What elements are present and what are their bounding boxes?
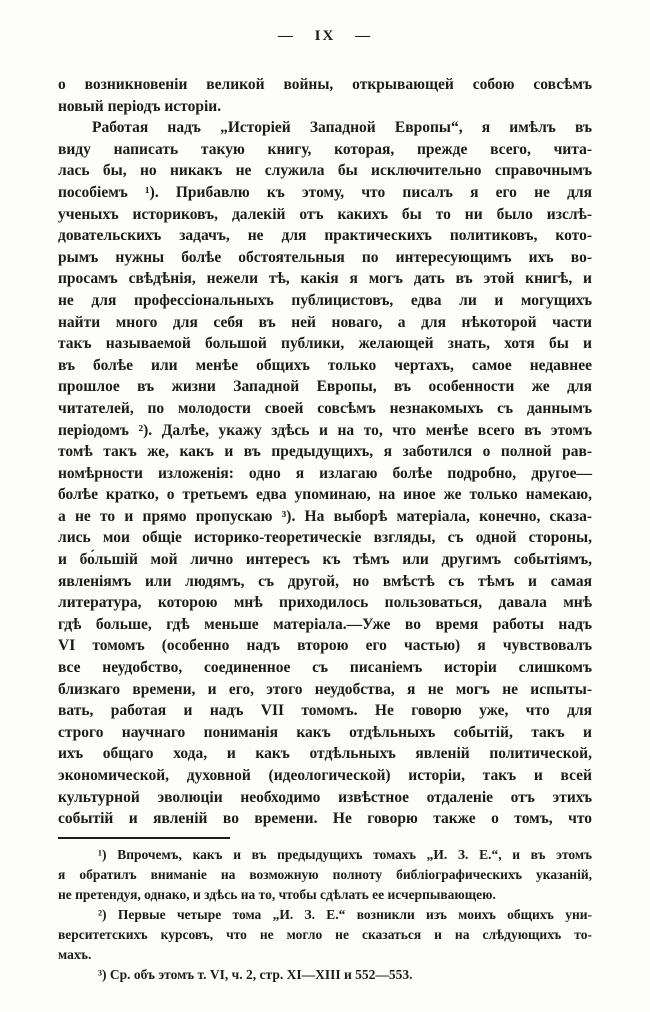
body-line: прошлое въ жизни Западной Европы, въ особенности же для	[58, 378, 592, 396]
footnote-line: ¹) Впрочемъ, какъ и въ предыдущихъ томахъ „И. З. Е.“, и въ этомъ	[98, 846, 592, 862]
body-line: читателей, по молодости своей совсѣмъ незнакомыхъ съ даннымъ	[58, 399, 592, 417]
body-line: новый періодъ исторіи.	[58, 97, 222, 115]
footnote-line: махъ.	[58, 946, 92, 962]
body-line: гдѣ больше, гдѣ меньше матеріала.—Уже во время работы надъ	[58, 615, 592, 633]
body-line: просамъ свѣдѣнія, нежели тѣ, какія я могъ дать въ этой книгѣ, и	[58, 270, 592, 288]
body-line: рымъ нужны болѣе обстоятельныя по интересующимъ ихъ во-	[58, 248, 592, 266]
body-line: періодомъ ²). Далѣе, укажу здѣсь и на то, что менѣе всего въ этомъ	[58, 421, 592, 439]
body-line: томѣ такъ же, какъ и въ предыдущихъ, я заботился о полной рав-	[58, 443, 592, 461]
footnote-line: ²) Первые четыре тома „И. З. Е.“ возникли изъ моихъ общихъ уни-	[98, 906, 592, 922]
body-line: не для профессіональныхъ публицистовъ, едва ли и могущихъ	[58, 291, 592, 309]
body-line: болѣе кратко, о третьемъ едва упоминаю, на иное же только намекаю,	[58, 486, 592, 504]
body-line: въ болѣе или менѣе общихъ только чертахъ, самое недавнее	[58, 356, 592, 374]
body-text	[58, 74, 592, 830]
body-line: литература, которою мнѣ приходилось пользоваться, давала мнѣ	[58, 594, 592, 612]
body-line: строго научнаго пониманія какъ отдѣльныхъ событій, такъ и	[58, 723, 592, 741]
footnote-line: я обратилъ вниманіе на возможную полноту библіографическихъ указаній,	[58, 866, 592, 882]
body-line: номѣрности изложенія: одно я излагаю болѣе подробно, другое—	[58, 464, 592, 482]
body-line: о возникновеніи великой войны, открывающей собою совсѣмъ	[58, 76, 592, 93]
body-line: событій и явленій во времени. Не говорю также о томъ, что	[58, 810, 592, 828]
body-line: а не то и прямо пропускаю ³). На выборѣ матеріала, конечно, сказа-	[58, 507, 592, 525]
footnote-separator	[58, 837, 230, 839]
body-line: такъ называемой большой публики, желающей знать, хотя бы и	[58, 335, 592, 353]
body-line: лись мои общіе историко-теоретическіе взгляды, съ одной стороны,	[58, 529, 592, 547]
body-line: найти много для себя въ ней новаго, а для нѣкоторой части	[58, 313, 592, 331]
body-line: культурной эволюціи необходимо извѣстное отдаленіе отъ этихъ	[58, 788, 592, 806]
body-line: близкаго времени, и его, этого неудобства, я не могъ не испыты-	[58, 680, 592, 698]
body-line: пособіемъ ¹). Прибавлю къ этому, что писалъ я его не для	[58, 183, 592, 201]
body-line: Работая надъ „Исторіей Западной Европы“, я имѣлъ въ	[92, 119, 592, 137]
footnotes	[58, 845, 592, 985]
body-line: ихъ общаго хода, и какъ отдѣльныхъ явленій политической,	[58, 745, 592, 763]
body-line: довательскихъ задачъ, не для практическихъ политиковъ, кото-	[58, 227, 592, 245]
body-line: все неудобство, соединенное съ писаніемъ исторіи слишкомъ	[58, 659, 592, 677]
body-line: виду написать такую книгу, которая, прежде всего, чита-	[58, 140, 592, 158]
page-number: — IX —	[277, 28, 373, 44]
footnote-line: верситетскихъ курсовъ, что не могло не сказаться и на слѣдующихъ то-	[58, 926, 592, 942]
body-line: VI томомъ (особенно надъ второю его частью) я чувствовалъ	[58, 637, 592, 655]
body-line: и бо́льшій мой лично интересъ къ тѣмъ или другимъ событіямъ,	[58, 551, 592, 569]
footnote-line: не претендуя, однако, и здѣсь на то, чтобы сдѣлать ее исчерпывающею.	[58, 886, 496, 902]
body-line: ученыхъ историковъ, далекій отъ какихъ бы то ни было изслѣ-	[58, 205, 592, 223]
body-line: экономической, духовной (идеологической) исторіи, такъ и всей	[58, 767, 592, 784]
body-line: вать, работая и надъ VII томомъ. Не говорю уже, что для	[58, 702, 592, 720]
footnote-line: ³) Ср. объ этомъ т. VI, ч. 2, стр. XI—XIII и 552—553.	[98, 966, 413, 982]
body-line: лась бы, но никакъ не служила бы исключительно справочнымъ	[58, 162, 592, 180]
body-line: явленіямъ или людямъ, съ другой, но вмѣстѣ съ тѣмъ и самая	[58, 572, 592, 590]
